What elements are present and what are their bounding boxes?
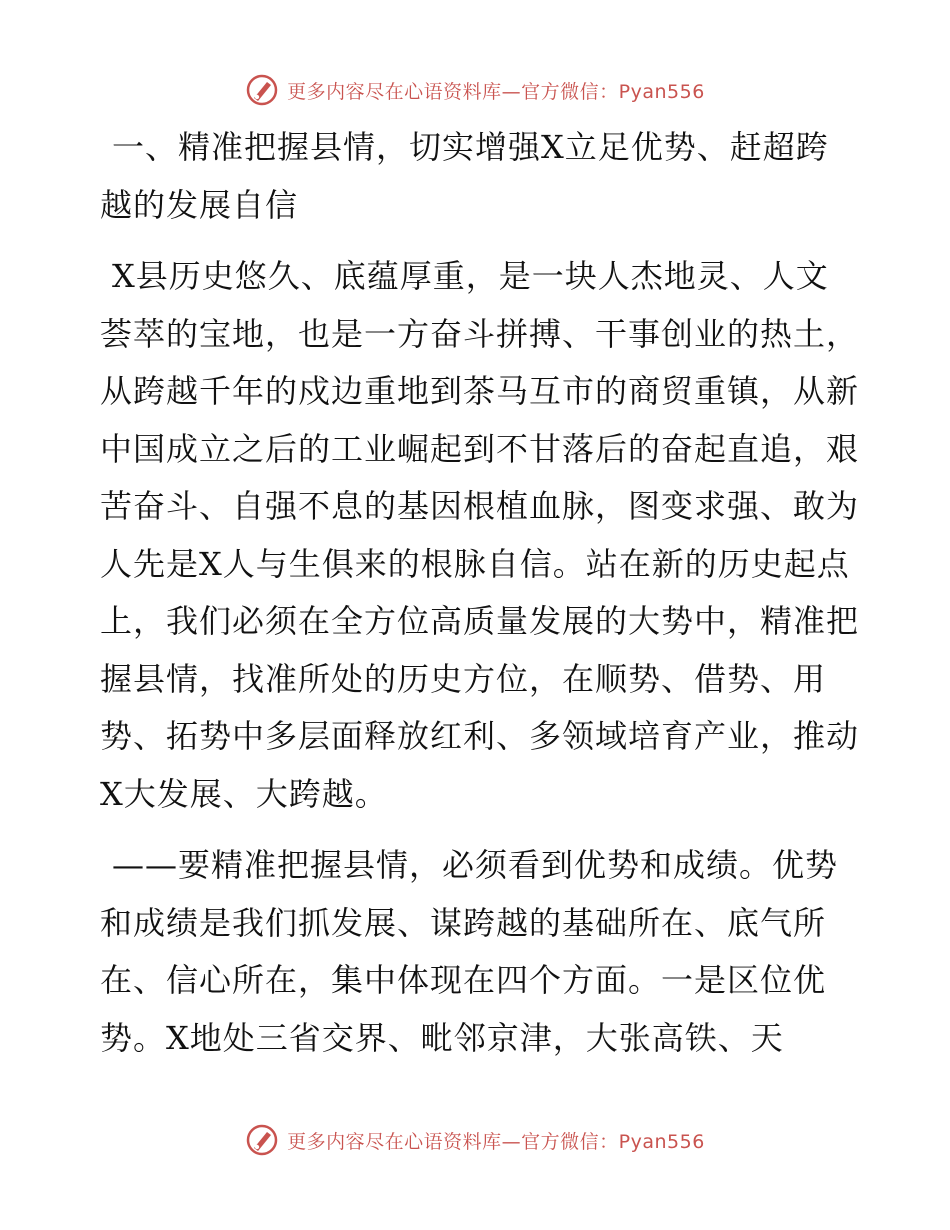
pen-logo-icon <box>245 73 279 107</box>
paragraph-2: ——要精准把握县情，必须看到优势和成绩。优势和成绩是我们抓发展、谋跨越的基础所在、底气所在、信心所在，集中体现在四个方面。一是区位优势。X地处三省交界、毗邻京津，大张高铁、天 <box>100 846 839 1057</box>
watermark-text: 更多内容尽在心语资料库—官方微信：Pyan556 <box>287 1130 705 1153</box>
pen-logo-icon <box>245 1123 279 1157</box>
document-body <box>100 118 860 1067</box>
paragraph-1: X县历史悠久、底蕴厚重，是一块人杰地灵、人文荟萃的宝地，也是一方奋斗拼搏、干事创业的热土，从跨越千年的戍边重地到茶马互市的商贸重镇，从新中国成立之后的工业崛起到不甘落后的奋起直追，艰苦奋斗、自强不息的基因根植血脉，图变求强、敢为人先是X人与生俱来的根脉自信。站在新的历史起点上，我们必须在全方位高质量发展的大势中，精准把握县情，找准所处的历史方位，在顺势、借势、用势、拓势中多层面释放红利、多领域培育产业，推动X大发展、大跨越。 <box>100 257 860 813</box>
watermark-text: 更多内容尽在心语资料库—官方微信：Pyan556 <box>287 80 705 103</box>
watermark-banner-bottom <box>0 1120 950 1160</box>
section-heading: 一、精准把握县情，切实增强X立足优势、赶超跨越的发展自信 <box>100 128 829 224</box>
watermark-banner-top <box>0 70 950 110</box>
